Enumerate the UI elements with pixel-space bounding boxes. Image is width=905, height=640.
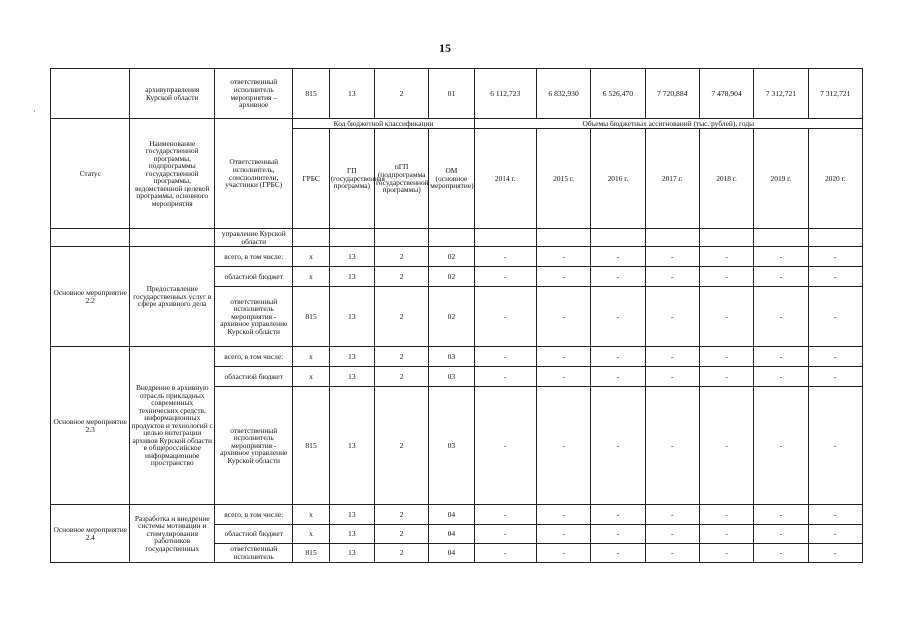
value-2015: - <box>536 287 590 347</box>
table-row <box>51 247 863 267</box>
scan-dot: · <box>33 107 36 116</box>
pgp-cell: 2 <box>374 267 428 287</box>
value-2015: - <box>536 347 590 367</box>
gp-cell: 13 <box>329 387 374 505</box>
value-2020: - <box>808 544 862 563</box>
value-2018: 7 478,904 <box>699 69 753 119</box>
grbs-cell: х <box>293 525 329 544</box>
value-2015: - <box>536 247 590 267</box>
value-2017: - <box>645 505 699 525</box>
value-cell <box>591 229 645 247</box>
pgp-cell <box>374 229 428 247</box>
om-cell <box>429 229 474 247</box>
table-row <box>51 505 863 525</box>
value-2020: - <box>808 347 862 367</box>
om-cell: 03 <box>429 347 474 367</box>
value-2019: - <box>754 505 808 525</box>
grbs-cell: х <box>293 267 329 287</box>
grbs-cell: 815 <box>293 387 329 505</box>
executor-cell: ответственный исполнитель <box>215 544 293 563</box>
value-2019: - <box>754 247 808 267</box>
header-year-2014: 2014 г. <box>474 129 536 229</box>
value-2017: 7 720,884 <box>645 69 699 119</box>
continuation-row <box>51 69 863 119</box>
gp-cell: 13 <box>329 525 374 544</box>
gp-cell <box>329 229 374 247</box>
value-cell <box>474 229 536 247</box>
om-cell: 02 <box>429 287 474 347</box>
pgp-cell: 2 <box>374 505 428 525</box>
executor-cell: областной бюджет <box>215 367 293 387</box>
value-2015: - <box>536 525 590 544</box>
om-cell: 04 <box>429 544 474 563</box>
header-year-2018: 2018 г. <box>699 129 753 229</box>
header-gp: ГП (государственная программа) <box>329 129 374 229</box>
value-2014: - <box>474 247 536 267</box>
tail-row <box>51 229 863 247</box>
value-2017: - <box>645 544 699 563</box>
pgp-cell: 2 <box>374 347 428 367</box>
value-2015: - <box>536 367 590 387</box>
executor-cell: областной бюджет <box>215 525 293 544</box>
value-2018: - <box>699 347 753 367</box>
header-grbs: ГРБС <box>293 129 329 229</box>
pgp-cell: 2 <box>374 544 428 563</box>
value-2016: - <box>591 247 645 267</box>
value-2016: - <box>591 387 645 505</box>
value-2018: - <box>699 287 753 347</box>
header-year-2019: 2019 г. <box>754 129 808 229</box>
value-2014: - <box>474 387 536 505</box>
value-2020: 7 312,721 <box>808 69 862 119</box>
group-status: Основное мероприятие 2.4 <box>51 505 130 563</box>
value-2014: 6 112,723 <box>474 69 536 119</box>
value-2017: - <box>645 247 699 267</box>
value-2019: 7 312,721 <box>754 69 808 119</box>
gp-cell: 13 <box>329 287 374 347</box>
om-cell: 02 <box>429 267 474 287</box>
value-2020: - <box>808 387 862 505</box>
value-cell <box>699 229 753 247</box>
group-name: Разработка и внедрение системы мотивации и стимулирования работников государственных <box>130 505 215 563</box>
value-2020: - <box>808 525 862 544</box>
gp-cell: 13 <box>329 347 374 367</box>
value-2020: - <box>808 247 862 267</box>
grbs-cell <box>293 229 329 247</box>
executor-cell: ответственный исполнитель мероприятия - архивное управление Курской области <box>215 387 293 505</box>
executor-cell: всего, в том числе: <box>215 505 293 525</box>
value-2019: - <box>754 287 808 347</box>
executor-cell: всего, в том числе: <box>215 347 293 367</box>
value-2019: - <box>754 544 808 563</box>
name-cell: архивуправления Курской области <box>130 69 215 119</box>
executor-cell: управление Курской области <box>215 229 293 247</box>
om-cell: 01 <box>429 69 474 119</box>
value-2018: - <box>699 387 753 505</box>
pgp-cell: 2 <box>374 525 428 544</box>
gp-cell: 13 <box>329 267 374 287</box>
value-2015: - <box>536 505 590 525</box>
value-2020: - <box>808 287 862 347</box>
value-2018: - <box>699 525 753 544</box>
header-executor: Ответственный исполнитель, соисполнители, участники (ГРБС) <box>215 119 293 229</box>
value-2019: - <box>754 267 808 287</box>
value-2015: 6 832,930 <box>536 69 590 119</box>
header-year-2017: 2017 г. <box>645 129 699 229</box>
value-2019: - <box>754 525 808 544</box>
value-2020: - <box>808 267 862 287</box>
header-row-1 <box>51 119 863 129</box>
value-cell <box>808 229 862 247</box>
gp-cell: 13 <box>329 505 374 525</box>
value-2018: - <box>699 367 753 387</box>
value-2016: - <box>591 287 645 347</box>
value-2015: - <box>536 544 590 563</box>
value-2017: - <box>645 347 699 367</box>
grbs-cell: 815 <box>293 544 329 563</box>
value-2016: - <box>591 525 645 544</box>
page-number: 15 <box>439 41 451 55</box>
value-cell <box>645 229 699 247</box>
group-status: Основное мероприятие 2.3 <box>51 347 130 505</box>
header-om: ОМ (основное мероприятие) <box>429 129 474 229</box>
budget-table <box>50 68 863 563</box>
value-2019: - <box>754 387 808 505</box>
value-2016: - <box>591 505 645 525</box>
group-status: Основное мероприятие 2.2 <box>51 247 130 347</box>
value-2020: - <box>808 367 862 387</box>
value-2017: - <box>645 387 699 505</box>
value-2018: - <box>699 505 753 525</box>
value-cell <box>754 229 808 247</box>
value-2016: 6 526,470 <box>591 69 645 119</box>
value-2020: - <box>808 505 862 525</box>
om-cell: 04 <box>429 525 474 544</box>
value-2014: - <box>474 267 536 287</box>
value-2016: - <box>591 347 645 367</box>
grbs-cell: х <box>293 505 329 525</box>
value-2018: - <box>699 544 753 563</box>
value-2014: - <box>474 287 536 347</box>
value-2017: - <box>645 267 699 287</box>
grbs-cell: х <box>293 347 329 367</box>
table-row <box>51 347 863 367</box>
name-cell <box>130 229 215 247</box>
status-cell <box>51 69 130 119</box>
executor-cell: ответственный исполнитель мероприятия – архивное <box>215 69 293 119</box>
grbs-cell: 815 <box>293 287 329 347</box>
value-2014: - <box>474 367 536 387</box>
value-2014: - <box>474 525 536 544</box>
group-name: Внедрение в архивную отрасль прикладных современных технических средств, информационных продуктов и технологий с целью интеграции архивов Курской области в общероссийское информационное пространство <box>130 347 215 505</box>
executor-cell: всего, в том числе: <box>215 247 293 267</box>
value-2019: - <box>754 367 808 387</box>
header-name: Наименование государственной программы, подпрограммы государственной программы, ведомственной целевой программы, основного мероприятия <box>130 119 215 229</box>
header-year-2015: 2015 г. <box>536 129 590 229</box>
value-2019: - <box>754 347 808 367</box>
om-cell: 03 <box>429 367 474 387</box>
header-year-2016: 2016 г. <box>591 129 645 229</box>
value-2017: - <box>645 287 699 347</box>
value-2018: - <box>699 247 753 267</box>
value-2016: - <box>591 267 645 287</box>
status-cell <box>51 229 130 247</box>
pgp-cell: 2 <box>374 367 428 387</box>
gp-cell: 13 <box>329 69 374 119</box>
value-2016: - <box>591 367 645 387</box>
value-cell <box>536 229 590 247</box>
value-2017: - <box>645 367 699 387</box>
pgp-cell: 2 <box>374 287 428 347</box>
pgp-cell: 2 <box>374 69 428 119</box>
executor-cell: ответственный исполнитель мероприятия - архивное управление Курской области <box>215 287 293 347</box>
header-volume-group: Объемы бюджетных ассигнований (тыс. рублей), годы <box>474 119 862 129</box>
value-2014: - <box>474 347 536 367</box>
pgp-cell: 2 <box>374 387 428 505</box>
header-status: Статус <box>51 119 130 229</box>
grbs-cell: 815 <box>293 69 329 119</box>
value-2017: - <box>645 525 699 544</box>
value-2015: - <box>536 267 590 287</box>
value-2015: - <box>536 387 590 505</box>
om-cell: 04 <box>429 505 474 525</box>
header-pgp: пГП (подпрограмма государственной программы) <box>374 129 428 229</box>
value-2014: - <box>474 544 536 563</box>
value-2016: - <box>591 544 645 563</box>
executor-cell: областной бюджет <box>215 267 293 287</box>
gp-cell: 13 <box>329 544 374 563</box>
grbs-cell: х <box>293 247 329 267</box>
grbs-cell: х <box>293 367 329 387</box>
group-name: Предоставление государственных услуг в сфере архивного дела <box>130 247 215 347</box>
pgp-cell: 2 <box>374 247 428 267</box>
om-cell: 03 <box>429 387 474 505</box>
value-2018: - <box>699 267 753 287</box>
gp-cell: 13 <box>329 247 374 267</box>
header-year-2020: 2020 г. <box>808 129 862 229</box>
value-2014: - <box>474 505 536 525</box>
om-cell: 02 <box>429 247 474 267</box>
header-code-group: Код бюджетной классификации <box>293 119 474 129</box>
gp-cell: 13 <box>329 367 374 387</box>
